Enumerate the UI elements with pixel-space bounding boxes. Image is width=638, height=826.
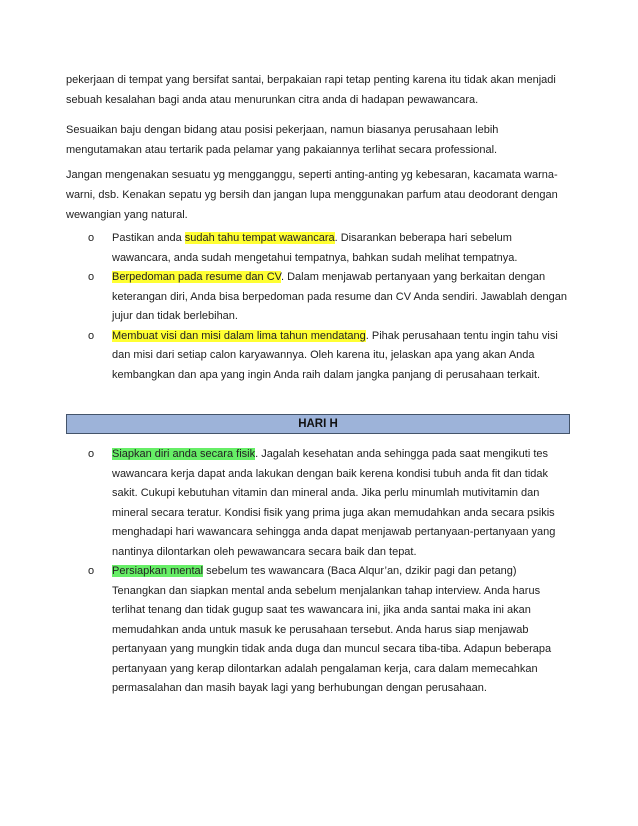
bullet-circle-icon: o (88, 329, 95, 342)
list-item: o Pastikan anda sudah tahu tempat wawancara. Disarankan beberapa hari sebelum wawancara, anda sudah mengetahui tempatnya, bahkan sudah melihat tempatnya. (88, 229, 568, 268)
hari-h-list (88, 445, 568, 699)
bullet-circle-icon: o (88, 565, 95, 577)
bullet-circle-icon: o (88, 448, 95, 460)
list-item: o Persiapkan mental sebelum tes wawancara (Baca Alqur’an, dzikir pagi dan petang) Tenangkan dan siapkan mental anda sebelum menjalankan tahap interview. Anda harus terlihat tenang dan tidak gugup saat tes wawancara ini, jika anda santai maka ini akan memudahkan anda untuk masuk ke perusahaan tersebut. Anda harus siap menjawab pertanyaan yang mungkin tidak anda duga dan muncul secara tiba-tiba. Adapun beberapa pertanyaan yang kerap dilontarkan adalah pengalaman kerja, cara dalam memecahkan permasalahan dan masih bayak lagi yang berhubungan dengan perusahaan. (88, 562, 568, 699)
list-item: o Siapkan diri anda secara fisik. Jagalah kesehatan anda sehingga pada saat mengikuti tes wawancara kerja dapat anda lakukan dengan baik kerena kondisi tubuh anda fit dan tidak sakit. Cukupi kebutuhan vitamin dan mineral anda. Jika perlu minumlah mutivitamin dan mineral secara teratur. Kondisi fisik yang prima juga akan memudahkan anda secara psikis menghadapi hari wawancara sehingga anda dapat menjawab pertanyaan-pertanyaan yang nantinya dilontarkan oleh pewawancara secara baik dan tepat. (88, 445, 568, 562)
bullet-circle-icon: o (88, 232, 95, 244)
highlighted-text: Membuat visi dan misi dalam lima tahun mendatang (112, 329, 366, 342)
highlighted-text: Berpedoman pada resume dan CV (112, 271, 281, 283)
paragraph-accessories: Jangan mengenakan sesuatu yg mengganggu, seperti anting-anting yg kebesaran, kacamata warna-warni, dsb. Kenakan sepatu yg bersih dan jangan lupa menggunakan parfum atau deodorant dengan wewangian yang natural. (66, 169, 558, 221)
highlighted-text: sudah tahu tempat wawancara (184, 232, 335, 244)
paragraph-attire-match: Sesuaikan baju dengan bidang atau posisi pekerjaan, namun biasanya perusahaan lebih mengutamakan atau tertarik pada pelamar yang pakaiannya terlihat secara professional. (66, 124, 499, 156)
highlighted-text: Persiapkan mental (112, 565, 204, 577)
bullet-circle-icon: o (88, 271, 95, 283)
paragraph-attire-casual: pekerjaan di tempat yang bersifat santai, berpakaian rapi tetap penting karena itu tidak akan menjadi sebuah kesalahan bagi anda atau menurunkan citra anda di hadapan pewawancara. (66, 74, 556, 106)
preparation-list (88, 229, 568, 385)
section-title: HARI H (298, 418, 338, 430)
section-header-box (66, 414, 570, 434)
list-item: o Berpedoman pada resume dan CV. Dalam menjawab pertanyaan yang berkaitan dengan keterangan diri, Anda bisa berpedoman pada resume dan CV Anda sendiri. Jawablah dengan jujur dan tidak berlebihan. (88, 268, 568, 327)
highlighted-text: Siapkan diri anda secara fisik (112, 448, 256, 460)
list-item: o Membuat visi dan misi dalam lima tahun mendatang. Pihak perusahaan tentu ingin tahu visi dan misi dari setiap calon karyawannya. Oleh karena itu, jelaskan apa yang akan Anda kembangkan dan apa yang ingin Anda raih dalam jangka panjang di perusahaan terkait. (88, 327, 568, 386)
